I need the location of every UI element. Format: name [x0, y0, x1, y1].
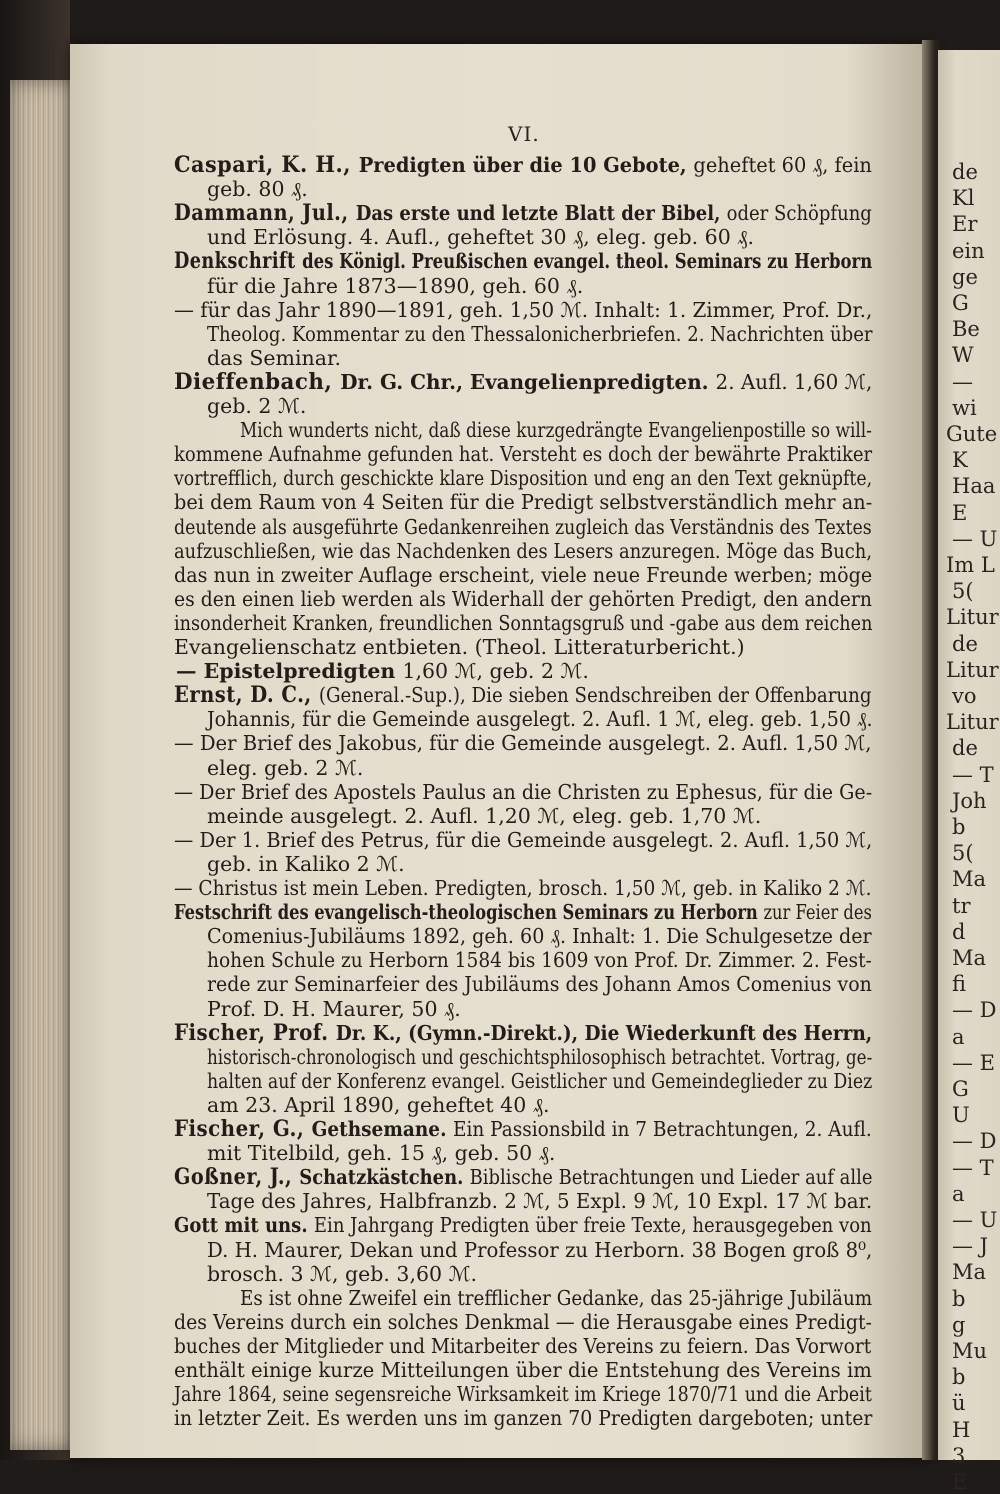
entry-text: zur Feier des	[763, 900, 872, 925]
entry-text: Ein Passionsbild in 7 Betrachtungen, 2. Aufl.	[452, 1117, 872, 1141]
entry-text: 2. Aufl. 1,60 ℳ,	[715, 369, 873, 394]
entry-title: Dr. G. Chr., Evangelienpredigten.	[340, 369, 716, 394]
entry-text: Evangelienschatz entbieten. (Theol. Litteraturbericht.)	[174, 635, 745, 659]
facing-page-text-fragment: Haa	[952, 474, 996, 499]
text-line	[207, 1093, 550, 1117]
facing-page-text-fragment: W	[952, 343, 974, 368]
text-line	[174, 1021, 872, 1045]
facing-page-text-fragment: Litur	[946, 710, 999, 735]
entry-text: Prof. D. H. Maurer, 50 ₰.	[207, 996, 461, 1021]
entry-text: das Seminar.	[207, 345, 342, 370]
facing-page-text-fragment: Ma	[952, 946, 987, 970]
facing-page-text-fragment: — E	[952, 1050, 996, 1075]
facing-page-text-fragment: — U	[952, 1208, 998, 1232]
facing-page-text-fragment: — T	[952, 762, 994, 787]
facing-page-text-fragment: Ma	[952, 1260, 987, 1285]
entry-text: Theolog. Kommentar zu den Thessalonicherbriefen. 2. Nachrichten über	[207, 321, 873, 346]
entry-title: Das erste und letzte Blatt der Bibel,	[355, 201, 727, 226]
text-line	[174, 587, 872, 611]
text-line	[207, 394, 306, 418]
page-edges	[10, 80, 78, 1450]
text-line	[207, 804, 761, 828]
facing-page-text-fragment: de	[952, 160, 978, 184]
text-line	[174, 731, 872, 755]
text-line	[174, 201, 872, 225]
entry-text: 1,60 ℳ, geb. 2 ℳ.	[402, 659, 589, 684]
facing-page-text-fragment: Mu	[952, 1339, 988, 1363]
facing-page-text-fragment: — U	[952, 526, 998, 551]
facing-page-text-fragment: Kl	[952, 186, 975, 211]
entry-author: Dieffenbach,	[174, 368, 341, 395]
facing-page-text-fragment: H	[952, 1417, 971, 1442]
facing-page-text-fragment: fi	[952, 972, 967, 997]
entry-text: — für das Jahr 1890—1891, geh. 1,50 ℳ. Inhalt: 1. Zimmer, Prof. Dr.,	[174, 297, 873, 322]
entry-text: deutende als ausgeführte Gedankenreihen zugleich das Verständnis des Textes	[174, 514, 872, 539]
text-line	[207, 322, 873, 346]
facing-page-text-fragment: G	[952, 1077, 969, 1101]
facing-page-fragment	[938, 50, 1000, 1494]
facing-page-text-fragment: K	[952, 448, 968, 473]
entry-author: Goßner, J.,	[174, 1164, 300, 1191]
entry-author: Caspari, K. H.,	[174, 152, 359, 178]
entry-text: bei dem Raum von 4 Seiten für die Predigt selbstverständlich mehr an-	[174, 490, 873, 515]
facing-page-text-fragment: 5(	[952, 579, 974, 604]
text-line	[207, 177, 308, 201]
text-line	[174, 828, 872, 852]
entry-text: buches der Mitglieder und Mitarbeiter des Vereins zu feiern. Das Vorwort	[174, 1333, 872, 1358]
text-line	[207, 972, 872, 996]
text-line	[174, 370, 872, 394]
facing-page-text-fragment: b	[952, 1286, 966, 1311]
text-line	[207, 924, 872, 948]
entry-text: es den einen lieb werden als Widerhall der gehörten Predigt, den andern	[174, 586, 872, 611]
entry-text: in letzter Zeit. Es werden uns im ganzen 70 Predigten dargeboten; unter	[174, 1406, 873, 1431]
entry-text: — Der Brief des Apostels Paulus an die Christen zu Ephesus, für die Ge-	[174, 779, 873, 804]
text-line	[174, 611, 872, 635]
text-line	[240, 1286, 872, 1310]
entry-text: hohen Schule zu Herborn 1584 bis 1609 von Prof. Dr. Zimmer. 2. Fest-	[207, 948, 872, 973]
entry-text: vortrefflich, durch geschickte klare Disposition und eng an den Text geknüpfte,	[174, 466, 873, 491]
text-line	[174, 442, 872, 466]
entry-text: meinde ausgelegt. 2. Aufl. 1,20 ℳ, eleg. geb. 1,70 ℳ.	[207, 803, 762, 828]
text-line	[174, 563, 872, 587]
text-line	[207, 1189, 872, 1213]
entry-title: Dr. K., (Gymn.-Direkt.), Die Wiederkunft des Herrn,	[335, 1020, 873, 1045]
facing-page-text-fragment: de	[952, 631, 978, 656]
entry-author: Ernst, D. C.,	[174, 682, 319, 709]
entry-text: Mich wunderts nicht, daß diese kurzgedrängte Evangelienpostille so will-	[240, 418, 872, 443]
text-line	[174, 249, 872, 273]
text-line	[240, 418, 872, 442]
facing-page-text-fragment: Litur	[946, 605, 999, 630]
entry-title: Schatzkästchen.	[299, 1165, 470, 1190]
facing-page-text-fragment: a	[952, 1024, 965, 1049]
text-line	[174, 490, 872, 514]
entry-title: des Königl. Preußischen evangel. theol. Seminars zu Herborn	[302, 249, 873, 274]
text-line	[174, 780, 872, 804]
entry-text: und Erlösung. 4. Aufl., geheftet 30 ₰, eleg. geb. 60 ₰.	[207, 225, 755, 250]
facing-page-text-fragment: ein	[952, 238, 985, 263]
facing-page-text-fragment: 5(	[952, 841, 974, 866]
entry-author: Dammann, Jul.,	[174, 200, 356, 227]
text-line	[174, 876, 871, 900]
text-line	[174, 683, 872, 707]
facing-page-text-fragment: de	[952, 736, 978, 761]
entry-author: Denkschrift	[174, 248, 303, 275]
facing-page-text-fragment: G	[952, 291, 969, 315]
facing-page-text-fragment: b	[952, 815, 966, 839]
entry-text: mit Titelbild, geh. 15 ₰, geb. 50 ₰.	[207, 1141, 556, 1166]
text-line	[207, 756, 363, 780]
text-line	[174, 1117, 872, 1141]
entry-text: eleg. geb. 2 ℳ.	[207, 755, 364, 780]
text-line	[174, 1358, 872, 1382]
facing-page-text-fragment: Joh	[952, 788, 987, 813]
entry-title: — Epistelpredigten	[176, 659, 403, 684]
text-line	[207, 1262, 477, 1286]
text-line	[174, 1382, 872, 1406]
facing-page-text-fragment: — D	[952, 1129, 997, 1154]
facing-page-text-fragment: —	[952, 369, 973, 394]
text-line	[207, 948, 872, 972]
facing-page-text-fragment: wi	[952, 395, 977, 420]
entry-text: Biblische Betrachtungen und Lieder auf alle	[469, 1165, 873, 1190]
facing-page-text-fragment: Gute	[946, 422, 998, 446]
text-line	[174, 1406, 872, 1430]
text-line	[207, 1045, 872, 1069]
facing-page-text-fragment: — T	[952, 1155, 994, 1180]
entry-text: — Der 1. Brief des Petrus, für die Gemeinde ausgelegt. 2. Aufl. 1,50 ℳ,	[174, 827, 873, 852]
text-line	[176, 659, 589, 683]
text-line	[174, 298, 872, 322]
entry-text: Es ist ohne Zweifel ein trefflicher Gedanke, das 25-jährige Jubiläum	[240, 1285, 873, 1310]
text-line	[207, 274, 583, 298]
text-line	[174, 1165, 872, 1189]
entry-text: des Vereins durch ein solches Denkmal — die Herausgabe eines Predigt-	[174, 1309, 872, 1334]
entry-text: insonderheit Kranken, freundlichen Sonntagsgruß und -gabe aus dem reichen	[174, 610, 873, 635]
entry-title: Predigten über die 10 Gebote,	[358, 153, 694, 177]
entry-text: historisch-chronologisch und geschichtsphilosophisch betrachtet. Vortrag, ge-	[207, 1044, 873, 1069]
facing-page-text-fragment: Ma	[952, 867, 987, 892]
facing-page-text-fragment: d	[952, 919, 966, 944]
text-line	[174, 900, 872, 924]
facing-page-text-fragment: E	[952, 500, 968, 525]
facing-page-text-fragment: — J	[952, 1234, 989, 1259]
entry-text: D. H. Maurer, Dekan und Professor zu Herborn. 38 Bogen groß 8⁰,	[207, 1237, 873, 1262]
entry-text: — Christus ist mein Leben. Predigten, brosch. 1,50 ℳ, geb. in Kaliko 2 ℳ.	[174, 876, 872, 900]
facing-page-text-fragment: b	[952, 1365, 966, 1390]
entry-text: geb. 80 ₰.	[207, 177, 308, 202]
facing-page-text-fragment: g	[952, 1312, 966, 1337]
entry-text: Ein Jahrgang Predigten über freie Texte, herausgegeben von	[313, 1213, 872, 1238]
facing-page-text-fragment: tr	[952, 893, 971, 918]
entry-text: Jahre 1864, seine segensreiche Wirksamkeit im Kriege 1870/71 und die Arbeit	[174, 1382, 872, 1407]
text-line	[174, 515, 872, 539]
entry-text: am 23. April 1890, geheftet 40 ₰.	[207, 1092, 550, 1117]
facing-page-text-fragment: 3	[952, 1443, 966, 1468]
entry-text: — Der Brief des Jakobus, für die Gemeinde ausgelegt. 2. Aufl. 1,50 ℳ,	[174, 731, 872, 756]
facing-page-text-fragment: Im L	[946, 553, 995, 577]
facing-page-text-fragment: E	[952, 1470, 968, 1494]
entry-title: Gethsemane.	[311, 1117, 453, 1141]
facing-page-text-fragment: a	[952, 1181, 965, 1206]
entry-text: geb. in Kaliko 2 ℳ.	[207, 851, 405, 876]
text-line	[207, 997, 461, 1021]
text-line	[174, 539, 872, 563]
text-line	[174, 466, 872, 490]
text-line	[207, 1141, 555, 1165]
text-line	[207, 346, 341, 370]
text-line	[207, 852, 405, 876]
entry-text: (General.-Sup.), Die sieben Sendschreiben der Offenbarung	[318, 683, 872, 708]
facing-page-text-fragment: Er	[952, 212, 978, 237]
entry-text: geb. 2 ℳ.	[207, 394, 307, 418]
facing-page-text-fragment: U	[952, 1103, 970, 1128]
entry-title: Festschrift des evangelisch-theologischen Seminars zu Herborn	[174, 900, 764, 925]
page-number: VI.	[508, 122, 540, 146]
entry-text: brosch. 3 ℳ, geb. 3,60 ℳ.	[207, 1261, 478, 1286]
entry-text: enthält einige kurze Mitteilungen über die Entstehung des Vereins im	[174, 1358, 872, 1382]
entry-text: kommene Aufnahme gefunden hat. Versteht es doch der bewährte Praktiker	[174, 442, 873, 467]
entry-text: geheftet 60 ₰, fein	[693, 153, 872, 177]
entry-text: halten auf der Konferenz evangel. Geistlicher und Gemeindeglieder zu Diez	[207, 1068, 873, 1093]
facing-page-text-fragment: ge	[952, 264, 978, 289]
entry-text: aufzuschließen, wie das Nachdenken des Lesers anzuregen. Möge das Buch,	[174, 538, 873, 563]
text-line	[207, 1069, 872, 1093]
facing-page-text-fragment: — D	[952, 998, 997, 1023]
entry-text: oder Schöpfung	[726, 201, 872, 226]
entry-text: rede zur Seminarfeier des Jubiläums des Johann Amos Comenius von	[207, 972, 872, 997]
entry-author: Fischer, Prof.	[174, 1019, 336, 1046]
entry-author: Fischer, G.,	[174, 1116, 312, 1142]
text-line	[207, 225, 754, 249]
text-line	[207, 707, 873, 731]
text-line	[174, 1310, 872, 1334]
text-line	[174, 1334, 871, 1358]
entry-text: das nun in zweiter Auflage erscheint, viele neue Freunde werben; möge	[174, 562, 873, 587]
entry-text: für die Jahre 1873—1890, geh. 60 ₰.	[207, 273, 584, 298]
facing-page-text-fragment: vo	[952, 684, 977, 708]
text-line	[174, 1213, 872, 1237]
facing-page-text-fragment: Be	[952, 317, 980, 342]
entry-title: Gott mit uns.	[174, 1213, 314, 1238]
entry-text: Johannis, für die Gemeinde ausgelegt. 2. Aufl. 1 ℳ, eleg. geb. 1,50 ₰.	[207, 707, 873, 732]
text-line	[174, 635, 745, 659]
entry-text: Comenius-Jubiläums 1892, geh. 60 ₰. Inhalt: 1. Die Schulgesetze der	[207, 924, 872, 949]
facing-page-text-fragment: ü	[952, 1391, 966, 1416]
entry-text: Tage des Jahres, Halbfranzb. 2 ℳ, 5 Expl. 9 ℳ, 10 Expl. 17 ℳ bar.	[207, 1189, 873, 1214]
text-line	[207, 1238, 872, 1262]
facing-page-text-fragment: Litur	[946, 657, 999, 682]
text-line	[174, 153, 872, 177]
